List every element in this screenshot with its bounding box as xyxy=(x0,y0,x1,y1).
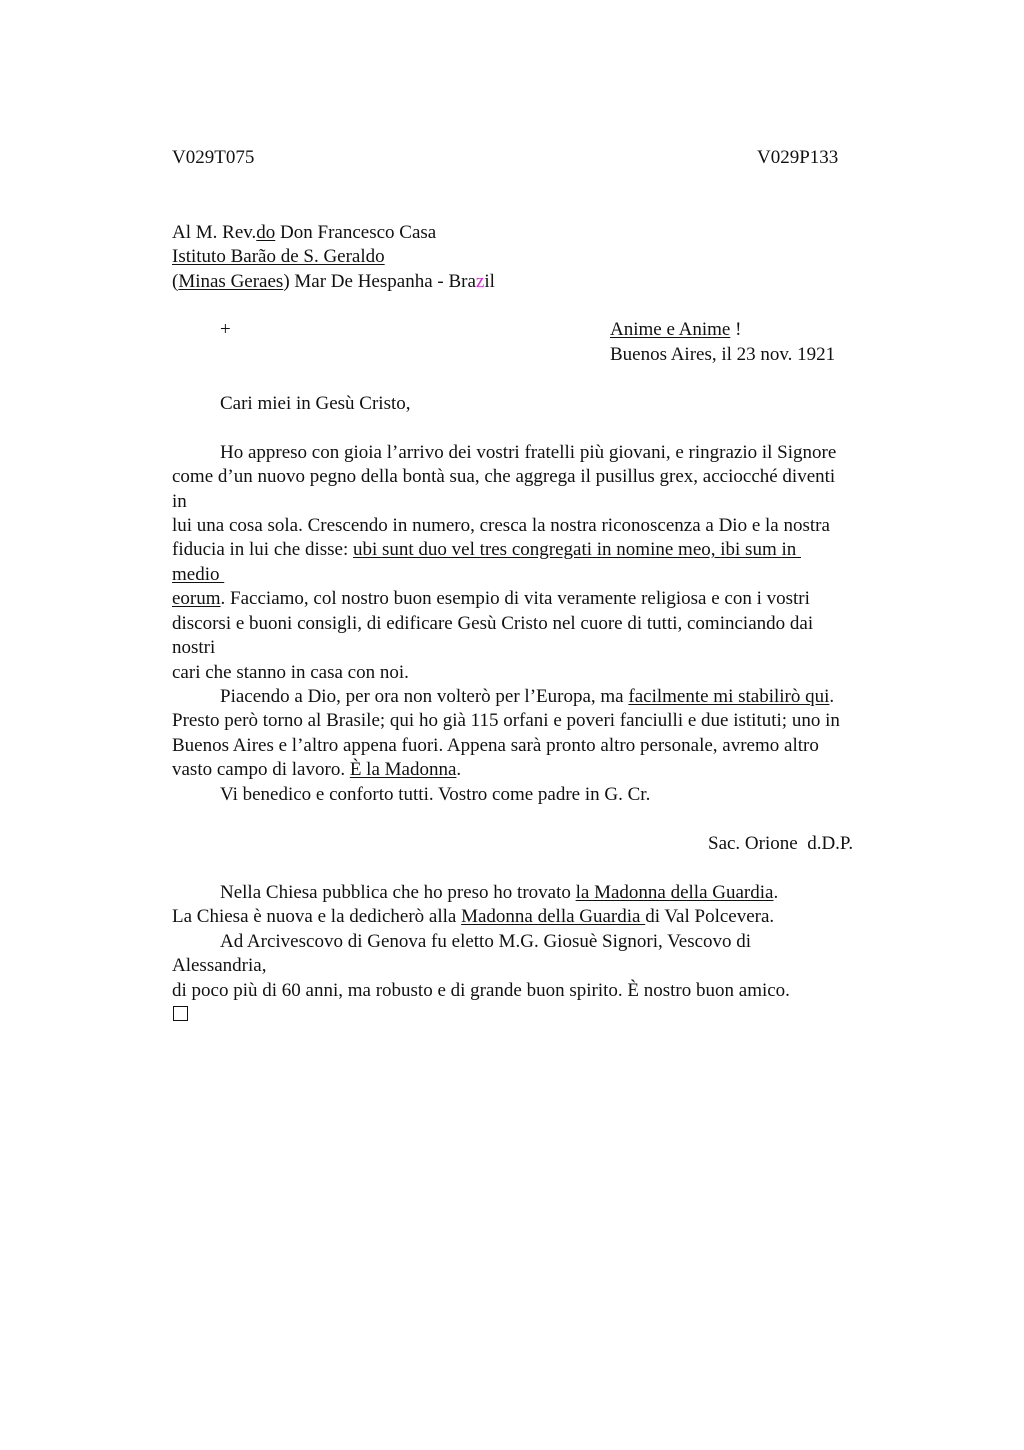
place-date: Buenos Aires, il 23 nov. 1921 xyxy=(610,344,836,365)
body-line: Vi benedico e conforto tutti. Vostro come padre in G. Cr. xyxy=(220,784,651,805)
address-line-1: Al M. Rev.do Don Francesco Casa xyxy=(172,222,437,243)
body-line: come d’un nuovo pegno della bontà sua, che aggrega il pusillus grex, acciocché diventi xyxy=(172,466,836,487)
postscript-line: Alessandria, xyxy=(172,955,267,976)
body-line: in xyxy=(172,491,187,512)
motto: Anime e Anime ! xyxy=(610,319,742,340)
body-line: Buenos Aires e l’altro appena fuori. Appena sarà pronto altro personale, avremo altro xyxy=(172,735,819,756)
document-code-right: V029P133 xyxy=(757,147,839,168)
postscript-line: La Chiesa è nuova e la dedicherò alla Madonna della Guardia di Val Polcevera. xyxy=(172,906,775,927)
postscript-line: Nella Chiesa pubblica che ho preso ho trovato la Madonna della Guardia. xyxy=(220,882,779,903)
document-code-left: V029T075 xyxy=(172,147,255,168)
postscript-line: di poco più di 60 anni, ma robusto e di grande buon spirito. È nostro buon amico. xyxy=(172,980,790,1001)
body-line: Ho appreso con gioia l’arrivo dei vostri fratelli più giovani, e ringrazio il Signore xyxy=(220,442,837,463)
body-line: eorum. Facciamo, col nostro buon esempio di vita veramente religiosa e con i vostri xyxy=(172,588,810,609)
body-line: discorsi e buoni consigli, di edificare Gesù Cristo nel cuore di tutti, cominciando dai xyxy=(172,613,814,634)
body-line: cari che stanno in casa con noi. xyxy=(172,662,409,683)
address-line-3: (Minas Geraes) Mar De Hespanha - Brazil xyxy=(172,271,495,292)
body-line: nostri xyxy=(172,637,216,658)
signature: Sac. Orione d.D.P. xyxy=(708,833,854,854)
body-line: medio xyxy=(172,564,225,585)
body-line: Piacendo a Dio, per ora non volterò per l’Europa, ma facilmente mi stabilirò qui. xyxy=(220,686,835,707)
end-mark-box-icon xyxy=(173,1006,188,1021)
postscript-line: Ad Arcivescovo di Genova fu eletto M.G. Giosuè Signori, Vescovo di xyxy=(220,931,752,952)
body-line: vasto campo di lavoro. È la Madonna. xyxy=(172,759,462,780)
salutation: Cari miei in Gesù Cristo, xyxy=(220,393,411,414)
body-line: lui una cosa sola. Crescendo in numero, cresca la nostra riconoscenza a Dio e la nostra xyxy=(172,515,830,536)
cross-mark: + xyxy=(220,319,231,340)
body-line: fiducia in lui che disse: ubi sunt duo vel tres congregati in nomine meo, ibi sum in xyxy=(172,539,802,560)
body-line: Presto però torno al Brasile; qui ho già 115 orfani e poveri fanciulli e due istituti; uno in xyxy=(172,710,840,731)
address-line-2: Istituto Barão de S. Geraldo xyxy=(172,246,385,267)
